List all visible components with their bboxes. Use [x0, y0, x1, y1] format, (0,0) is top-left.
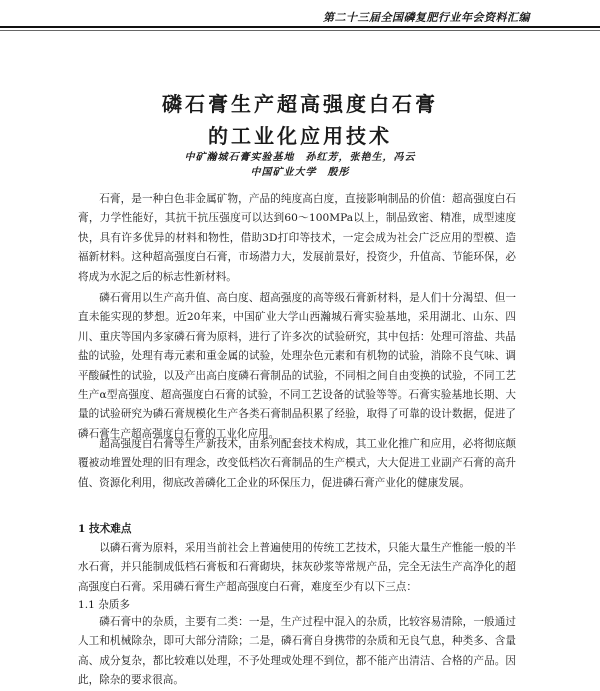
paragraph-significance	[78, 435, 516, 493]
article-title-line2: 的工业化应用技术	[208, 124, 392, 148]
paragraph-text: 超高强度白石膏等生产新技术，由系列配套技术构成，其工业化推广和应用，必将彻底颠覆被动堆置处理的旧有理念，改变低档次石膏制品的生产模式，大大促进工业副产石膏的高升值、资源化利用，彻底改善磷化工企业的环保压力，促进磷石膏产业化的健康发展。	[78, 438, 516, 489]
article-title-line1: 磷石膏生产超高强度白石膏	[162, 92, 438, 116]
running-header-title: 第二十三届全国磷复肥行业年会资料汇编	[323, 11, 530, 24]
paragraph-impurities	[78, 613, 516, 691]
paragraph-research	[78, 289, 516, 444]
paragraph-text: 以磷石膏为原料，采用当前社会上普遍使用的传统工艺技术，只能大量生产惟能一般的半水石膏，并只能制成低档石膏板和石膏砌块，抹灰砂浆等常规产品，完全无法生产高净化的超高强度白石膏。采用磷石膏生产超高强度白石膏，难度至少有以下三点：	[78, 542, 516, 593]
paragraph-text: 磷石膏用以生产高升值、高白度、超高强度的高等级石膏新材料，是人们十分渴望、但一直未能实现的梦想。近20年来，中国矿业大学山西瀚城石膏实验基地，采用湖北、山东、四川、重庆等国内多家磷石膏为原料，进行了许多次的试验研究，其中包括：处理可溶盐、共晶盐的试验，处理有毒元素和重金属的试验，处理杂色元素和有机物的试验，消除不良气味、调平酸碱性的试验，以及产出高白度磷石膏制品的试验，不同相之间自由变换的试验，不同工艺生产α型高强度、超高强度白石膏的试验，不同工艺设备的试验等等。石膏实验基地长期、大量的试验研究为磷石膏规模化生产各类石膏制品积累了经验，取得了可靠的设计数据，促进了磷石膏生产超高强度白石膏的工业化应用。	[78, 292, 516, 440]
paragraph-difficulties	[78, 539, 516, 597]
author-line: 中矿瀚城石膏实验基地 孙红芳，张艳生，冯云	[184, 152, 416, 163]
paragraph-text: 磷石膏中的杂质，主要有二类：一是，生产过程中混入的杂质，比较容易清除，一般通过人工和机械除杂，即可大部分清除；二是，磷石膏自身携带的杂质和无良气息，种类多、含量高、成分复杂，都比较难以处理，不予处理或处理不到位，都不能产出清洁、合格的产品。因此，除杂的要求很高。	[78, 616, 516, 687]
paragraph-intro	[78, 190, 516, 287]
subsection-heading: 1.1 杂质多	[78, 599, 130, 611]
affiliation-line: 中国矿业大学 殷彤	[250, 167, 350, 178]
header-rule	[0, 30, 600, 31]
section-heading: 1 技术难点	[78, 523, 132, 535]
running-header	[0, 6, 600, 28]
paragraph-text: 石膏，是一种白色非金属矿物，产品的纯度高白度，直接影响制品的价值：超高强度白石膏，力学性能好，其抗干抗压强度可以达到60～100MPa以上，制品致密、精准，成型速度快，具有许多优异的材料和物性，借助3D打印等技术，一定会成为社会广泛应用的型模、造福新材料。这种超高强度白石膏，市场潜力大，发展前景好，投资少，升值高、节能环保，必将成为水泥之后的标志性新材料。	[78, 193, 516, 283]
